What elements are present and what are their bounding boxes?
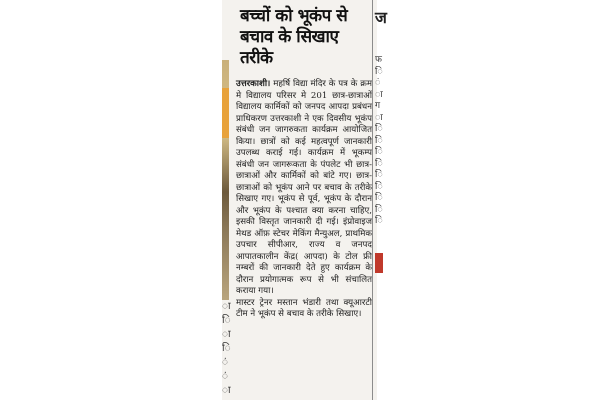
- article-dateline: उत्तरकाशी।: [236, 79, 271, 89]
- adjacent-column-right: [375, 0, 387, 400]
- adjacent-text-fragment: फ ि ं ा ग ा ि ि ि ि ि ि ि ि ि: [375, 55, 383, 226]
- adjacent-photo-edge: [222, 60, 229, 300]
- article-body: [236, 79, 372, 321]
- column-divider: [372, 0, 373, 400]
- adjacent-headline-fragment: ज: [375, 8, 387, 27]
- article-column: [236, 0, 372, 321]
- headline-line-1: बच्चों को भूकंप से: [240, 6, 348, 26]
- adjacent-photo-orange-region: [222, 88, 229, 138]
- headline-line-2: बचाव के सिखाए तरीके: [240, 27, 339, 68]
- adjacent-red-banner: [375, 253, 383, 273]
- article-paragraph: [236, 79, 372, 298]
- article-paragraph: मास्टर ट्रेनर मस्तान भंडारी तथा क्यूआरटी टीम ने भूकंप से बचाव के तरीके सिखाए।: [236, 297, 372, 319]
- article-paragraph-1-text: महर्षि विद्या मंदिर के पत्र के क्रम मे विद्यालय परिसर मे 201 छात्र-छात्राओं विद्यालय कार्मिकों को जनपद आपदा प्रबंधन प्राधिकरण उत्तरकाशी ने एक दिवसीय भूकंप संबंधी जन जागरुकता कार्यक्रम आयोजित किया। छात्रों को कई महत्वपूर्ण जानकारी उपलब्ध कराई गई। कार्यक्रम में भूकम्प संबंधी जन जागरूकता के पंपलेट भी छात्र-छात्राओं और कार्मिकों को बांटे गए। छात्र-छात्राओं को भूकंप आने पर बचाव के तरीके सिखाए गए। भूकंप से पूर्व, भूकंप के दौरान और भूकंप के पश्चात क्या करना चाहिए, इसकी विस्तृत जानकारी दी गई। इंप्रोवाइज मेथड ऑफ़ स्टेचर मेकिंग मैन्युअल, प्राथमिक उपचार सीपीआर, राज्य व जनपद आपातकालीन केंद्र( आपदा) के टोल फ्री नम्बरों की जानकारी देते हुए कार्यक्रम के दौरान प्रयोगात्मक रूप से भी संचालित कराया गया।: [236, 79, 372, 296]
- newspaper-clipping: [222, 0, 387, 400]
- article-headline: [240, 6, 372, 69]
- adjacent-column-left: ा ि ा ि ं ं ा: [222, 301, 231, 396]
